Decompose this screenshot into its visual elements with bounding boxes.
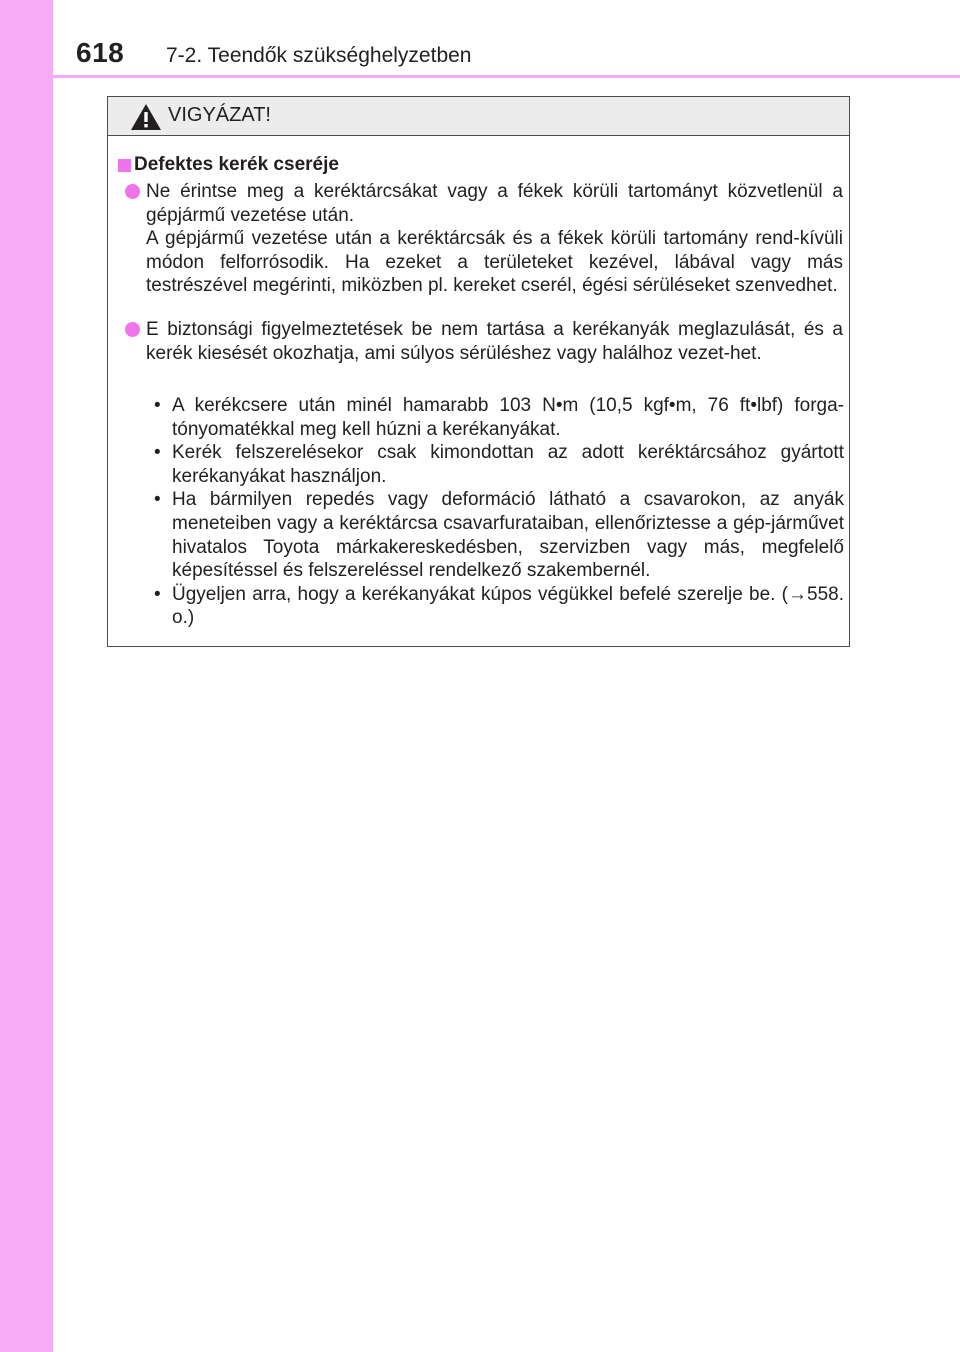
item2-text: E biztonsági figyelmeztetések be nem tartása a kerékanyák meglazulását, és a kerék kiesését okozhatja, ami súlyos sérüléshez vagy halálhoz vezet-het. [146, 319, 843, 364]
sub-bullet-list [154, 394, 844, 630]
sub-bullet-item: • A kerékcsere után minél hamarabb 103 N•m (10,5 kgf•m, 76 ft•lbf) forga-tónyomatékkal meg kell húzni a kerékanyákat. [154, 394, 844, 441]
sub-bullet-item: • Kerék felszerelésekor csak kimondottan az adott keréktárcsához gyártott kerékanyákat használjon. [154, 441, 844, 488]
caution-heading: Defektes kerék cseréje [134, 154, 339, 175]
sub-bullet-item: • Ügyeljen arra, hogy a kerékanyákat kúpos végükkel befelé szerelje be. (→558. o.) [154, 583, 844, 630]
left-color-band [0, 0, 53, 1352]
header-rule [53, 75, 960, 78]
bullet-dot-icon [125, 184, 140, 199]
item1-line2: A gépjármű vezetése után a keréktárcsák és a fékek körüli tartomány rend-kívüli módon felforrósodik. Ha ezeket a területeket kezével, lábával vagy más testrészével megérinti, miközben pl. kereket cserél, égési sérüléseket szenvedhet. [146, 228, 843, 297]
section-title: 7-2. Teendők szükséghelyzetben [166, 44, 472, 67]
caution-header [108, 97, 849, 136]
warning-triangle-icon [130, 103, 162, 131]
item-paragraph [146, 180, 843, 298]
item-paragraph [146, 318, 843, 365]
sub-bullet-item: • Ha bármilyen repedés vagy deformáció látható a csavarokon, az anyák meneteiben vagy a keréktárcsa csavarfurataiban, ellenőriztesse a gép-járművet hivatalos Toyota márkakereskedésben, szervizben vagy más, megfelelő képesítéssel és felszereléssel rendelkező szakembernél. [154, 488, 844, 582]
item1-line1: Ne érintse meg a keréktárcsákat vagy a fékek körüli tartományt közvetlenül a gépjármű vezetése után. [146, 181, 843, 226]
page-number: 618 [76, 37, 125, 68]
caution-box [107, 96, 850, 647]
heading-square-icon [118, 159, 131, 172]
bullet-dot-icon [125, 322, 140, 337]
caution-title: VIGYÁZAT! [168, 104, 271, 126]
